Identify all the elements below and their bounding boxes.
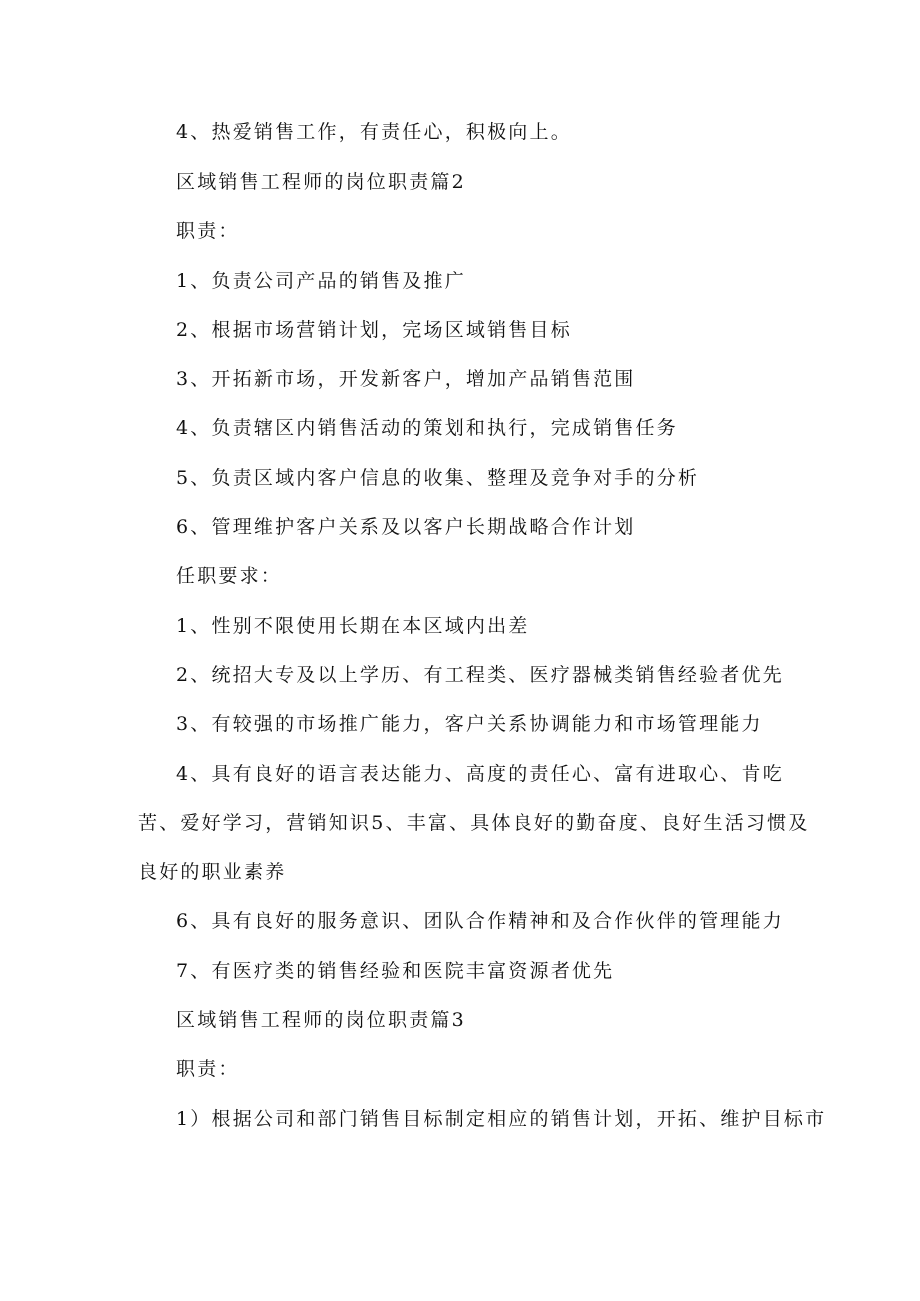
requirement-item-1: 1、性别不限使用长期在本区域内出差 <box>176 615 530 637</box>
section-heading-2: 区域销售工程师的岗位职责篇2 <box>176 171 466 193</box>
requirement-item-7: 7、有医疗类的销售经验和医院丰富资源者优先 <box>176 960 615 982</box>
requirement-item-3: 3、有较强的市场推广能力，客户关系协调能力和市场管理能力 <box>176 713 763 735</box>
duty-item-4: 4、负责辖区内销售活动的策划和执行，完成销售任务 <box>176 417 678 439</box>
duties-label-3: 职责： <box>176 1058 240 1080</box>
duty-item-3: 3、开拓新市场，开发新客户，增加产品销售范围 <box>176 368 636 390</box>
duty-item-1: 1、负责公司产品的销售及推广 <box>176 270 466 292</box>
duty-item-6: 6、管理维护客户关系及以客户长期战略合作计划 <box>176 516 636 538</box>
requirement-item-4: 4、热爱销售工作，有责任心，积极向上。 <box>176 121 572 143</box>
requirement-item-4-line-1: 4、具有良好的语言表达能力、高度的责任心、富有进取心、肯吃 <box>176 763 784 785</box>
requirement-item-6: 6、具有良好的服务意识、团队合作精神和及合作伙伴的管理能力 <box>176 910 784 932</box>
section-heading-3: 区域销售工程师的岗位职责篇3 <box>176 1009 466 1031</box>
duty-item-2: 2、根据市场营销计划，完场区域销售目标 <box>176 319 572 341</box>
requirement-item-2: 2、统招大专及以上学历、有工程类、医疗器械类销售经验者优先 <box>176 664 784 686</box>
requirements-label: 任职要求： <box>176 565 283 587</box>
duty-item-3-1: 1）根据公司和部门销售目标制定相应的销售计划，开拓、维护目标市 <box>176 1108 827 1130</box>
requirement-item-4-line-2: 苦、爱好学习，营销知识5、丰富、具体良好的勤奋度、良好生活习惯及 <box>138 812 810 834</box>
duty-item-5: 5、负责区域内客户信息的收集、整理及竞争对手的分析 <box>176 467 700 489</box>
requirement-item-4-line-3: 良好的职业素养 <box>138 861 287 883</box>
duties-label: 职责： <box>176 220 240 242</box>
